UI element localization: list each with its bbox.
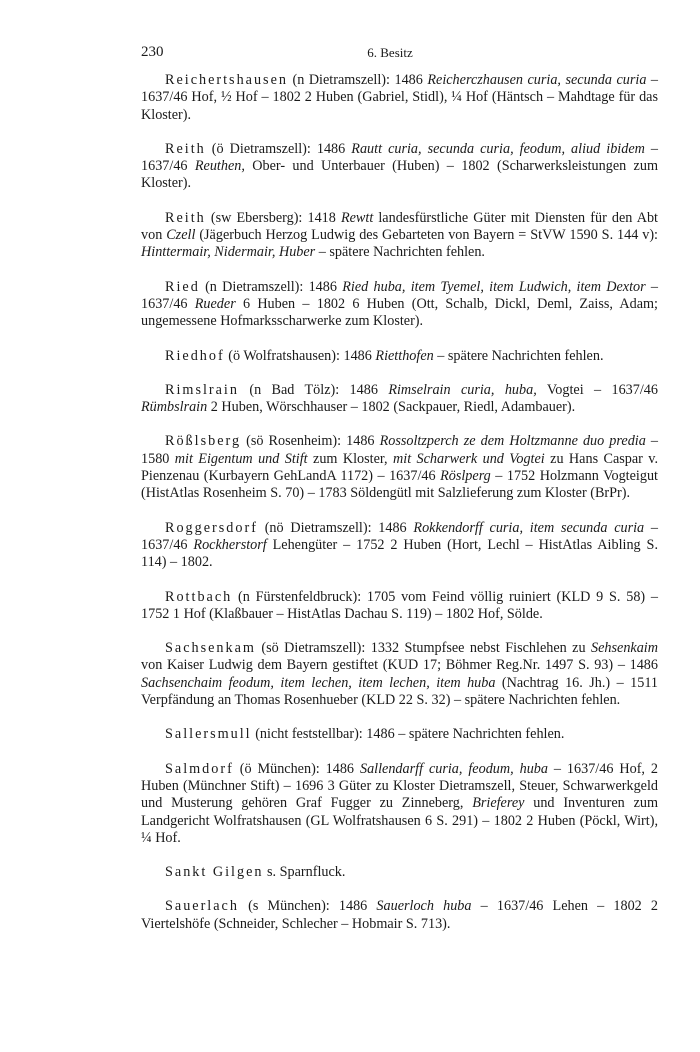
place-name: Sankt Gilgen [165, 864, 264, 881]
source-quote: Sallendarff curia, feodum, huba [359, 760, 548, 777]
entry-text: (sw Ebersberg): 1418 [205, 209, 341, 226]
source-quote: Rümbslrain [141, 399, 208, 416]
source-quote: Rewtt [340, 209, 374, 226]
place-entry [141, 898, 658, 933]
place-name: Sallersmull [165, 726, 252, 743]
place-entry [141, 348, 658, 365]
source-quote: mit Eigentum und Stift [174, 450, 308, 467]
place-entry [141, 382, 658, 417]
entry-text: – 1637/46 [141, 278, 659, 312]
source-quote: Ried huba, item Tyemel, item Ludwich, item Dextor [342, 278, 646, 295]
place-name: Ried [165, 278, 200, 295]
entry-text: (sö Dietramszell): 1332 Stumpfsee nebst Fischlehen zu [255, 640, 592, 657]
entry-text: (Nachtrag 16. Jh.) – 1511 Verpfändung an Thomas Rosenhueber (KLD 22 S. 32) – spätere Nachrichten fehlen. [141, 674, 659, 709]
source-quote: Röslperg [440, 468, 491, 485]
entry-text: – 1637/46 [141, 519, 659, 553]
entry-text: – 1580 [141, 433, 658, 467]
source-quote: Sachsenchaim feodum, item lechen, item lechen, item huba [141, 674, 496, 691]
source-quote: Rokkendorff curia, item secunda curia [413, 519, 645, 536]
entry-text: – 1752 Holzmann Vogteigut (HistAtlas Rosenheim S. 70) – 1783 Söldengütl mit Salzlieferung zum Kloster (BrPr). [141, 468, 658, 502]
entry-text: (n Fürstenfeldbruck): 1705 vom Feind völlig ruiniert (KLD 9 S. 58) – 1752 1 Hof (Klaßbauer – HistAtlas Dachau S. 119) – 1802 Hof, Sölde. [141, 588, 658, 622]
entry-text: – spätere Nachrichten fehlen. [315, 244, 485, 261]
entry-text: (nicht feststellbar): 1486 – spätere Nachrichten fehlen. [251, 726, 565, 743]
place-name: Reichertshausen [165, 72, 288, 88]
entry-text: 6 Huben – 1802 6 Huben (Ott, Schalb, Dickl, Deml, Zaiss, Adam; ungemessene Hofmarksscharwerke zum Kloster). [141, 295, 658, 330]
place-entry [141, 433, 658, 502]
source-quote: Czell [166, 227, 196, 244]
entry-text: (Jägerbuch Herzog Ludwig des Gebarteten von Bayern = StVW 1590 S. 144 v): [195, 227, 659, 244]
source-quote: Sauerloch huba [376, 898, 472, 915]
entry-text: Vogtei – 1637/46 [536, 381, 658, 398]
entry-text: – 1637/46 Hof, ½ Hof – 1802 2 Huben (Gabriel, Stidl), ¼ Hof (Häntsch – Mahdtage für das Kloster). [141, 72, 659, 123]
entry-text: (n Dietramszell): 1486 [287, 72, 428, 88]
place-entry [141, 864, 658, 881]
entry-text: zu Hans Caspar v. Pienzenau (Kurbayern GehLandA 1172) – 1637/46 [141, 450, 659, 485]
entry-text: Lehengüter – 1752 2 Huben (Hort, Lechl – HistAtlas Aibling S. 114) – 1802. [141, 536, 658, 571]
source-quote: Rimselrain curia, huba, [388, 381, 537, 398]
place-entry [141, 279, 658, 331]
place-entry [141, 72, 658, 124]
place-name: Rottbach [165, 588, 233, 605]
source-quote: Hinttermair, Nidermair, Huber [141, 244, 316, 261]
entry-text: – 1637/46 Lehen – 1802 2 Viertelshöfe (Schneider, Schlecher – Hobmair S. 713). [141, 898, 659, 932]
source-quote: Rautt curia, secunda curia, feodum, aliud ibidem [351, 140, 645, 157]
source-quote: Rueder [194, 295, 236, 312]
entry-text: von Kaiser Ludwig dem Bayern gestiftet (KUD 17; Böhmer Reg.Nr. 1497 S. 93) – 1486 [141, 657, 658, 674]
entry-text: (s München): 1486 [238, 898, 377, 915]
source-quote: Rietthofen [375, 347, 434, 364]
entry-text: (ö München): 1486 [233, 760, 360, 777]
source-quote: Rossoltzperch ze dem Holtzmanne duo predia [379, 433, 646, 450]
entry-text: und Inventuren zum Landgericht Wolfratshausen (GL Wolfratshausen 6 S. 291) – 1802 2 Huben (Pöckl, Wirt), ¼ Hof. [141, 795, 658, 846]
entry-text: landesfürstliche Güter mit Diensten für den Abt von [141, 209, 658, 244]
place-name: Rimslrain [165, 381, 239, 398]
place-name: Reith [165, 140, 206, 157]
entry-text: zum Kloster, [307, 450, 393, 467]
entry-text: (sö Rosenheim): 1486 [241, 433, 380, 450]
place-name: Riedhof [165, 347, 225, 364]
entry-text: – 1637/46 [141, 140, 659, 175]
running-head: 6. Besitz [367, 45, 413, 60]
entry-text: (ö Dietramszell): 1486 [205, 140, 352, 157]
source-quote: Reicherczhausen curia, secunda curia [427, 72, 647, 88]
place-name: Reith [165, 209, 206, 226]
place-entry [141, 520, 658, 572]
entry-text: (n Dietramszell): 1486 [199, 278, 343, 295]
entry-text: (ö Wolfratshausen): 1486 [224, 347, 376, 364]
source-quote: Sehsenkaim [591, 640, 658, 657]
place-name: Roggersdorf [165, 519, 258, 536]
place-name: Sauerlach [165, 898, 239, 915]
entry-list [141, 72, 658, 950]
place-name: Salmdorf [165, 760, 234, 777]
entry-text: – spätere Nachrichten fehlen. [433, 347, 604, 364]
page-number: 230 [141, 44, 164, 60]
entry-text: 2 Huben, Wörschhauser – 1802 (Sackpauer, Riedl, Adambauer). [207, 399, 576, 416]
entry-text: – 1637/46 Hof, 2 Huben (Münchner Stift) – 1696 3 Güter zu Kloster Dietramszell, Steuer, Schwarwerkgeld und Musterung gehören Graf Fugger zu Zinneberg, [141, 760, 658, 812]
entry-text: Ober- und Unterbauer (Huben) – 1802 (Scharwerksleistungen zum Kloster). [141, 158, 658, 192]
source-quote: Brieferey [472, 795, 525, 812]
place-entry [141, 640, 658, 709]
place-entry [141, 726, 658, 743]
place-entry [141, 210, 658, 262]
entry-text: (nö Dietramszell): 1486 [257, 519, 414, 536]
entry-text: (n Bad Tölz): 1486 [238, 381, 389, 398]
place-entry [141, 761, 658, 847]
place-entry [141, 589, 658, 624]
place-name: Rößlsberg [165, 433, 242, 450]
source-quote: mit Scharwerk und Vogtei [393, 450, 545, 467]
place-name: Sachsenkam [165, 640, 256, 657]
source-quote: Rockherstorf [193, 536, 267, 553]
entry-text: s. Sparnfluck. [263, 864, 346, 881]
place-entry [141, 141, 658, 193]
source-quote: Reuthen, [194, 158, 245, 175]
